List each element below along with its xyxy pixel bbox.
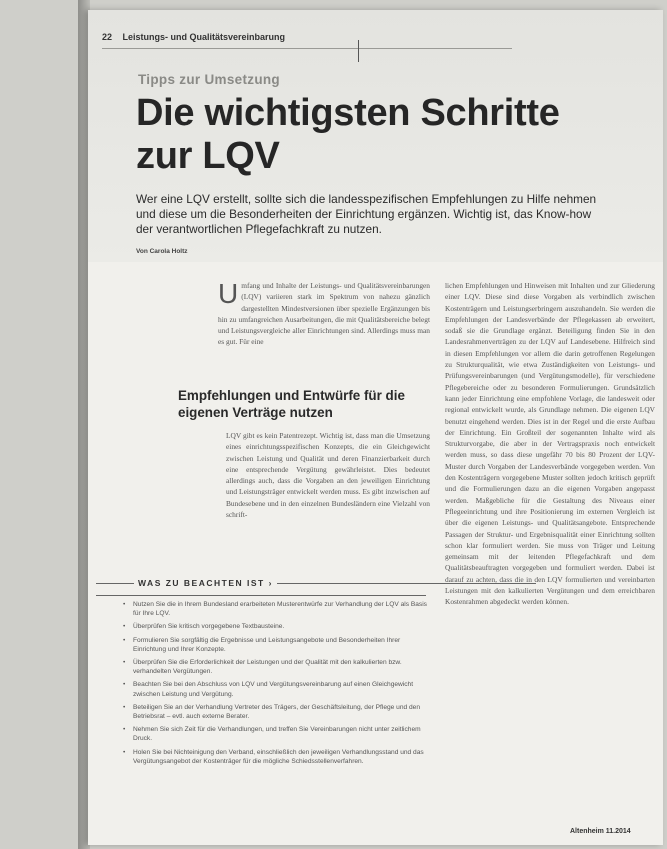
chevron-right-icon: › [268, 578, 273, 588]
body-column-right [445, 280, 655, 800]
list-item: • Beteiligen Sie an der Verhandlung Vertreter des Trägers, der Geschäftsleitung, der Pflege und den Betriebsrat – evtl. auch externe Berater. [123, 703, 433, 721]
info-box-rule-bottom [96, 595, 426, 596]
magazine-page [88, 10, 663, 845]
info-box-header [96, 578, 536, 590]
body-text: lichen Empfehlungen und Hinweisen mit Inhalten und zur Gliederung einer LQV. Diese sind diese Vorgaben als verbindlich zwischen Kostenträgern und Leistungserbringern auszuhandeln. Sie werden die Empfehlungen der Landesverbände der Pflegekassen ab erweitert, sodaß sie die Grundlage ergänzt. Beteiligung finden Sie in den Landesrahmenverträgen zu der LQV auf Landesebene. Hilfreich sind in diesen Empfehlungen vor allem die darin getroffenen Regelungen zu Strukturqualität, wie etwa Zuständigkeiten von Leistungs- und Prüfungsvereinbarungen (und Vergütungsmodelle), für verschiedene Pflegebereiche oder zu besonderen Formulierungen. Grundsätzlich kann jeder Einrichtung eine empfohlene Vorlage, die landesweit oder regional entwickelt wurde, als Grundlage nehmen. Die eigenen LQV benutzt eingehend werden. Dies ist in der Regel und die erste Aufbau der Einrichtung. Ein Großteil der sogenannten Inhalte wird als Strukturvorgabe, die aber in der Vertragspraxis noch entwickelt werden muss, so dass diese ungefähr 70 bis 80 Prozent der LQV-Muster durch Vorgaben der Landesverbände vorgegeben werden. Von den Kostenträgern vorgegebene Muster sollten jedoch kritisch geprüft und die Formulierungen dazu an die eigenen Vorgaben angepasst werden. Maßgebliche für die Gestaltung des Niveaus einer Pflegeeinrichtung und ihre Positionierung im externen Vergleich ist über die eigenen Leistungs- und Qualitätsangebote. Entsprechende Passagen der Struktur- und Ergebnisqualität einer Einrichtung sollten schon klar formuliert werden. Sie muss von Träger und Leitung gemeinsam mit der leitenden Pflegefachkraft und dem Qualitätsbeauftragten vorgegeben und formuliert werden. Dabei ist darauf zu achten, dass die in den LQV formulierten und vereinbarten Leistungen mit den kalkulierten Vergütungen und dem erreichbaren Kostenrahmen abgedeckt werden können. [445, 281, 655, 607]
body-text: LQV gibt es kein Patentrezept. Wichtig ist, dass man die Umsetzung eines einrichtungsspezifischen Konzepts, die ein Gleichgewicht zwischen Leistung und Qualität und deren Finanzierbarkeit durch eine entsprechende Vergütung gewährleistet. Dies bedeutet allerdings auch, dass die Vorgaben an den jeweiligen Einrichtung und Leistungsträger entwickelt werden muss. Es gibt inzwischen auf Bundesebene und in den einzelnen Bundesländern eine Vielzahl von schrift- [226, 431, 430, 520]
header-vertical-rule [358, 40, 359, 62]
byline: Von Carola Holtz [136, 248, 188, 255]
list-item: • Nutzen Sie die in Ihrem Bundesland erarbeiteten Musterentwürfe zur Verhandlung der LQV als Basis für Ihre LQV. [123, 600, 433, 618]
lead-paragraph: Wer eine LQV erstellt, sollte sich die landesspezifischen Empfehlungen zu Hilfe nehmen und diese um die Besonderheiten der Einrichtung ergänzen. Wichtig ist, das Know-how der verantwortlichen Pflegefachkraft zu nutzen. [136, 192, 597, 236]
list-item: • Überprüfen Sie kritisch vorgegebene Textbausteine. [123, 622, 433, 631]
kicker: Tipps zur Umsetzung [138, 72, 280, 87]
list-item: • Überprüfen Sie die Erforderlichkeit der Leistungen und der Qualität mit den kalkulierten bzw. verhandelten Vergütungen. [123, 658, 433, 676]
section-name: Leistungs- und Qualitätsvereinbarung [122, 32, 286, 42]
page-number: 22 [102, 32, 113, 42]
header-rule [102, 48, 512, 49]
running-head [102, 32, 285, 42]
info-box-list [123, 600, 433, 770]
body-column-left-top [218, 280, 430, 386]
list-item: • Nehmen Sie sich Zeit für die Verhandlungen, und treffen Sie Vereinbarungen nicht unter zeitlichem Druck. [123, 725, 433, 743]
subheading: Empfehlungen und Entwürfe für die eigenen Verträge nutzen [178, 388, 405, 420]
info-box-title [134, 578, 277, 588]
list-item: • Formulieren Sie sorgfältig die Ergebnisse und Leistungsangebote und Besonderheiten Ihrer Einrichtung und Ihrer Konzepte. [123, 636, 433, 654]
list-item: • Holen Sie bei Nichteinigung den Verband, einschließlich den jeweiligen Verhandlungsstand und das Vergütungsangebot der Kostenträger für die mögliche Schiedsstellenverfahren. [123, 748, 433, 766]
body-text: mfang und Inhalte der Leistungs- und Qualitätsvereinbarungen (LQV) variieren stark im Spektrum von nahezu gänzlich dargestellten Mindestversionen über spezielle Ergänzungen bis hin zu umfangreichen Ausarbeitungen, die mit Qualitätsbereiche belegt und Leistungsvergleiche aller Einrichtungen sind. Allerdings muss man es gut. Für eine [218, 281, 430, 347]
list-item: • Beachten Sie bei den Abschluss von LQV und Vergütungsvereinbarung auf einen Gleichgewicht zwischen Leistung und Vergütung. [123, 680, 433, 698]
drop-cap: U [218, 280, 239, 309]
article-title: Die wichtigsten Schritte zur LQV [136, 92, 560, 177]
page-footer: Altenheim 11.2014 [570, 828, 631, 835]
info-box-title-text: WAS ZU BEACHTEN IST [138, 578, 265, 588]
body-column-left-bottom [226, 430, 430, 570]
